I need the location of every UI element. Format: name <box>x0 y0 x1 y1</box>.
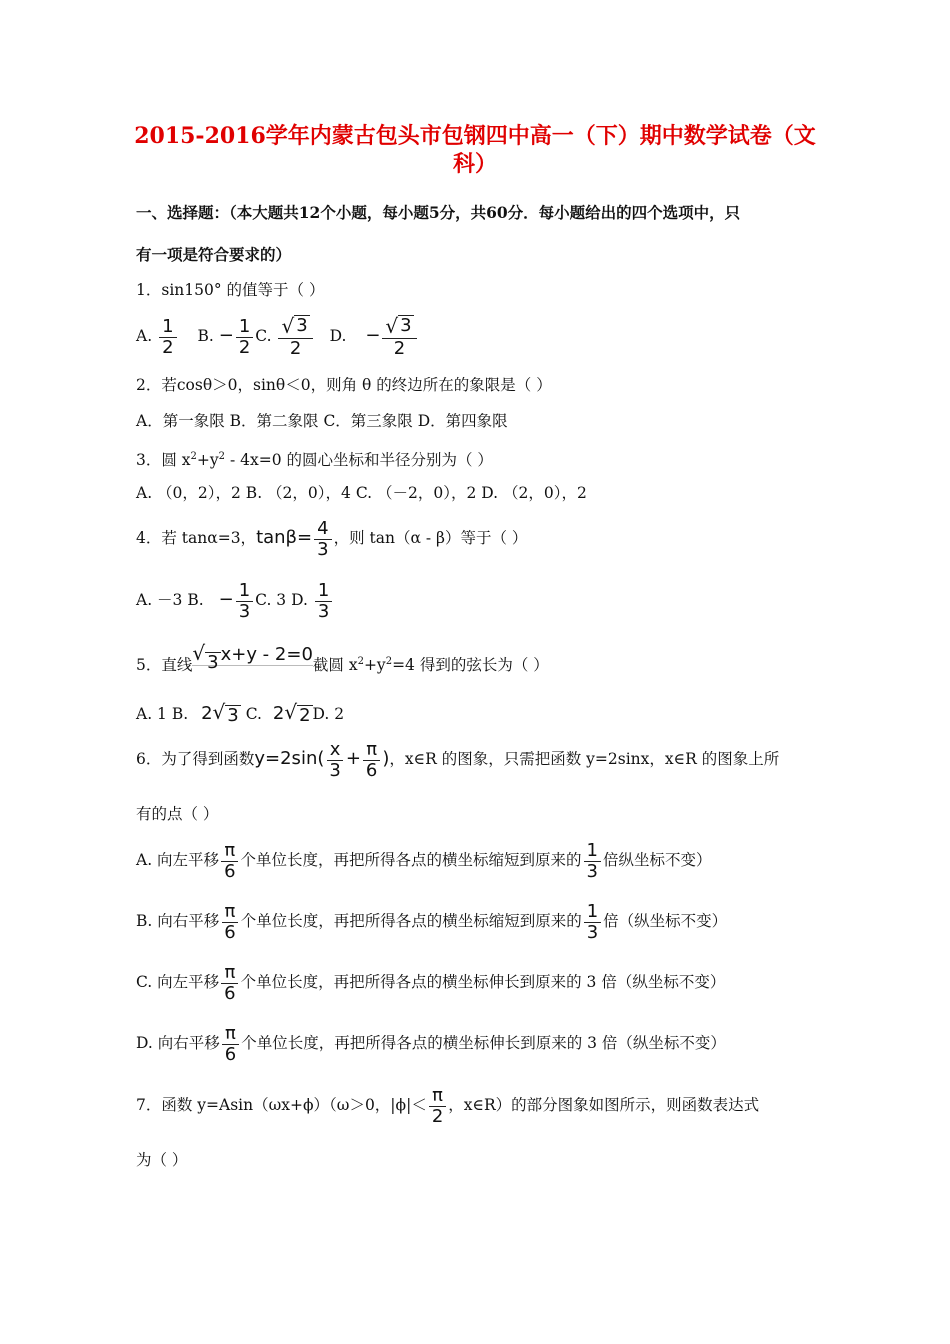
q1-option-b-label: B. <box>197 327 214 345</box>
exam-title-line1: 2015-2016学年内蒙古包头市包钢四中高一（下）期中数学试卷（文 <box>134 123 816 149</box>
q4-stem: 4．若 tanα=3，tanβ= $\frac{4}{3}$ ，则 tan（α - β）等于（ ） <box>136 517 528 560</box>
q1-option-c-label: C. <box>255 327 272 345</box>
q6-stem-line2: 有的点（ ） <box>136 805 219 823</box>
q5-options: A. 1 B. 2 √ 3 C. 2 √ 2 D. 2 <box>136 700 345 726</box>
q2-options: A．第一象限 B．第二象限 C．第三象限 D．第四象限 <box>136 412 508 430</box>
exam-title-line2: 科） <box>452 151 497 177</box>
q4-option-b-fraction: $\frac{1}{3}$ <box>236 581 253 622</box>
q1-options <box>136 314 419 359</box>
section-heading-line2: 有一项是符合要求的） <box>136 245 292 264</box>
q7-stem: 7．函数 y=Asin（ωx+ϕ）（ω＞0，|ϕ|＜ $\frac{\pi}{2}$ ，x∈R）的部分图象如图所示，则函数表达式 <box>136 1084 760 1127</box>
q6-option-c: C. 向左平移 $\frac{\pi}{6}$ 个单位长度，再把所得各点的横坐标伸长到原来的 3 倍（纵坐标不变） <box>136 961 726 1004</box>
q6-option-b: B. 向右平移 $\frac{\pi}{6}$ 个单位长度，再把所得各点的横坐标缩短到原来的 $\frac{1}{3}$ 倍（纵坐标不变） <box>136 900 728 943</box>
q4-options: A. －3 B. − $\frac{1}{3}$ C. 3 D. $\frac{1}{3}$ <box>136 578 334 622</box>
q1-option-b-fraction: $\frac{1}{2}$ <box>236 317 253 358</box>
q1-option-d-fraction: √ 3 2 <box>382 315 416 359</box>
q4-option-d-fraction: $\frac{1}{3}$ <box>315 581 332 622</box>
q1-stem: 1．sin150° 的值等于（ ） <box>136 281 325 299</box>
section-heading-line1: 一、选择题：（本大题共12个小题，每小题5分，共60分．每小题给出的四个选项中，只 <box>136 203 741 222</box>
q5-stem: 5．直线 √ 3 x+y - 2=0截圆 $x^2+y^2=4$ 得到的弦长为（ ） <box>136 641 549 675</box>
q6-stem: 6．为了得到函数y=2sin( $\frac{x}{3}$ + $\frac{\pi}{6}$ )，x∈R 的图象，只需把函数 y=2sinx，x∈R 的图象上所 <box>136 738 780 781</box>
q5-line-equation: √ 3 x+y - 2=0 <box>192 641 313 674</box>
q1-option-a-label: A. <box>136 327 153 345</box>
q6-option-d: D. 向右平移 $\frac{\pi}{6}$ 个单位长度，再把所得各点的横坐标伸长到原来的 3 倍（纵坐标不变） <box>136 1022 726 1065</box>
q2-stem: 2．若cosθ＞0，sinθ＜0，则角 θ 的终边所在的象限是（ ） <box>136 376 552 394</box>
q4-tanb-fraction: $\frac{4}{3}$ <box>314 519 331 560</box>
q1-option-b-sign: − <box>218 325 234 346</box>
q7-stem-line2: 为（ ） <box>136 1151 188 1169</box>
q3-options: A. （0，2），2 B. （2，0），4 C. （－2，0），2 D. （2，0），2 <box>136 484 587 502</box>
q3-stem: 3．圆 $x^2+y^2 - 4x=0$ 的圆心坐标和半径分别为（ ） <box>136 451 493 470</box>
q1-option-d-label: D. <box>329 327 347 345</box>
q1-option-a-fraction: $\frac{1}{2}$ <box>159 317 176 358</box>
q1-option-d-sign: − <box>365 325 381 346</box>
q1-option-c-fraction: √ 3 2 <box>278 315 312 359</box>
q6-option-a: A. 向左平移 $\frac{\pi}{6}$ 个单位长度，再把所得各点的横坐标缩短到原来的 $\frac{1}{3}$ 倍纵坐标不变） <box>136 839 712 882</box>
